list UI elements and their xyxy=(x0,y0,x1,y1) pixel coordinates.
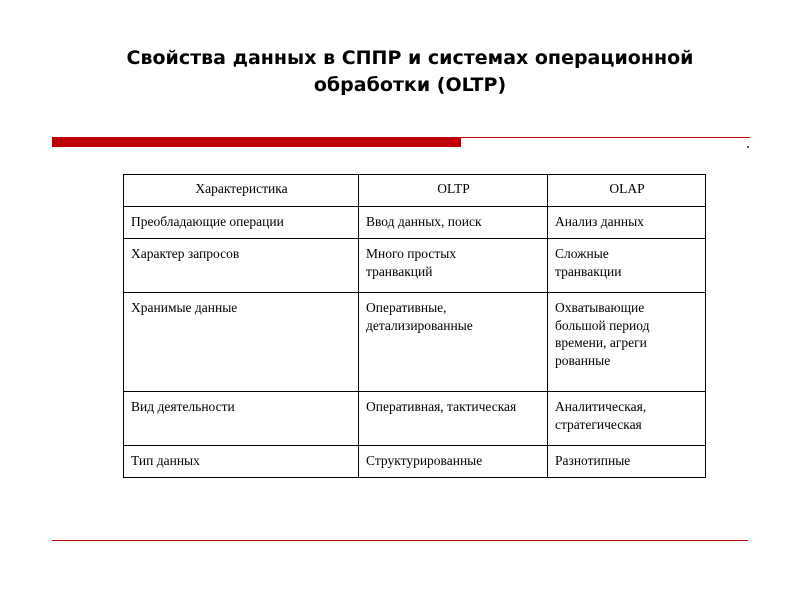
table-header-row xyxy=(124,175,706,207)
table-cell: Анализ данных xyxy=(548,207,706,239)
table-cell: Сложные транвакции xyxy=(548,239,706,293)
divider-end-dot xyxy=(747,146,749,148)
top-divider-line xyxy=(461,137,750,138)
table-cell: Структурированные xyxy=(359,446,548,478)
table-row xyxy=(124,239,706,293)
table-cell: Аналитическая, стратегическая xyxy=(548,392,706,446)
table-row xyxy=(124,446,706,478)
table-row xyxy=(124,207,706,239)
header-characteristic: Характеристика xyxy=(124,175,359,207)
table-cell: Вид деятельности xyxy=(124,392,359,446)
header-oltp: OLTP xyxy=(359,175,548,207)
red-accent-bar xyxy=(52,137,461,147)
table-cell: Характер запросов xyxy=(124,239,359,293)
table-row xyxy=(124,392,706,446)
table-cell: Разнотипные xyxy=(548,446,706,478)
bottom-divider-line xyxy=(52,540,748,541)
slide-title: Свойства данных в СППР и системах операционной обработки (OLTP) xyxy=(126,47,694,96)
table-cell: Много простых транвакций xyxy=(359,239,548,293)
table-row xyxy=(124,293,706,392)
table-cell: Преобладающие операции xyxy=(124,207,359,239)
table-cell: Оперативные, детализированные xyxy=(359,293,548,392)
table-cell: Охватывающие большой период времени, агреги рованные xyxy=(548,293,706,392)
table-cell: Ввод данных, поиск xyxy=(359,207,548,239)
table-cell: Оперативная, тактическая xyxy=(359,392,548,446)
header-olap: OLAP xyxy=(548,175,706,207)
table-cell: Тип данных xyxy=(124,446,359,478)
properties-table xyxy=(123,174,706,478)
table-cell: Хранимые данные xyxy=(124,293,359,392)
